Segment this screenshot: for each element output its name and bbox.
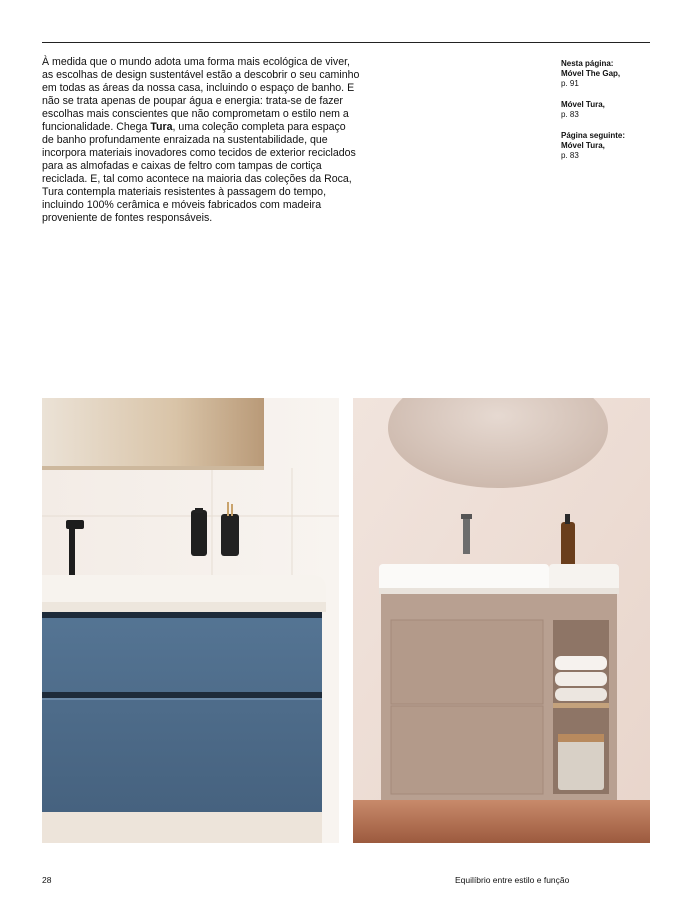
top-rule: [42, 42, 650, 43]
caption-page-ref: p. 83: [561, 110, 579, 119]
caption-page-ref: p. 91: [561, 79, 579, 88]
caption-product: Móvel The Gap,: [561, 69, 621, 78]
photo-taupe-vanity: [353, 398, 650, 843]
intro-text-end: , uma coleção completa para espaço de banho profundamente enraizada na sustentabilidade, que incorpora materiais inovadores como tecidos de exterior reciclados para as almofadas e caixas de feltro com tampas de cortiça reciclada. E, tal como acontece na maioria das coleções da Roca, Tura contempla materiais resistentes à passagem do tempo, incluindo 100% cerâmica e móveis fabricados com madeira proveniente de fontes responsáveis.: [42, 121, 356, 224]
intro-text-start: À medida que o mundo adota uma forma mais ecológica de viver, as escolhas de design sustentável estão a descobrir o seu caminho em todas as áreas da nossa casa, incluindo o espaço de banho. E não se trata apenas de poupar água e energia: trata-se de fazer escolhas mais conscientes que não comprometam o estilo nem a funcionalidade. Chega: [42, 56, 360, 133]
caption-title: Página seguinte:: [561, 131, 626, 140]
caption-product: Móvel Tura,: [561, 141, 605, 150]
photo-blue-vanity: [42, 398, 339, 843]
page-number: 28: [42, 875, 52, 885]
caption-product: Móvel Tura,: [561, 100, 605, 109]
section-title: Equilíbrio entre estilo e função: [455, 875, 570, 885]
intro-paragraph: [42, 56, 360, 225]
caption-second: [561, 100, 656, 120]
collection-name: Tura: [150, 121, 173, 133]
caption-this-page: [561, 59, 656, 89]
caption-page-ref: p. 83: [561, 151, 579, 160]
caption-title: Nesta página:: [561, 59, 614, 68]
photo-captions: [561, 59, 656, 172]
caption-next-page: [561, 131, 656, 161]
